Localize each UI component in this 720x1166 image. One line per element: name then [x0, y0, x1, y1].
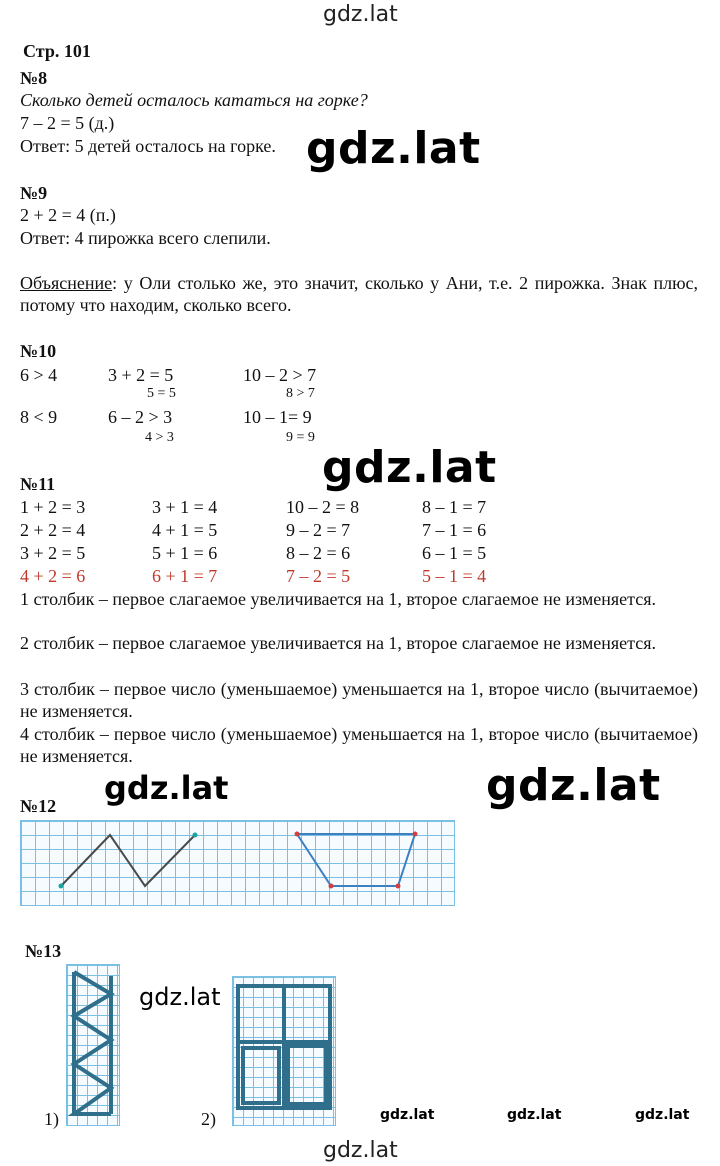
watermark: gdz.lat — [306, 123, 481, 174]
point — [396, 884, 401, 889]
equation-cell: 4 + 2 = 6 — [20, 566, 86, 586]
column-note: 2 столбик – первое слагаемое увеличивается на 1, второе слагаемое не изменяется. — [20, 633, 656, 653]
task-8-answer: Ответ: 5 детей осталось на горке. — [20, 136, 276, 156]
page-number: Стр. 101 — [23, 41, 91, 61]
watermark: gdz.lat — [635, 1107, 690, 1123]
task-8-number: №8 — [20, 68, 48, 88]
equation-cell: 7 – 2 = 5 — [286, 566, 351, 586]
equation-cell: 8 – 2 = 6 — [286, 543, 351, 563]
figure-label-1: 1) — [44, 1109, 59, 1129]
watermark-bottom: gdz.lat — [323, 1138, 398, 1163]
task-9-number: №9 — [20, 183, 48, 203]
task-12-number: №12 — [20, 796, 57, 816]
watermark: gdz.lat — [139, 983, 221, 1011]
equation-cell: 9 – 2 = 7 — [286, 520, 351, 540]
point — [413, 832, 418, 837]
task-12-drawing — [20, 820, 455, 906]
comparison-result: 8 > 7 — [286, 386, 315, 401]
watermark: gdz.lat — [486, 760, 661, 811]
comparison: 8 < 9 — [20, 407, 58, 427]
comparison: 10 – 2 > 7 — [243, 365, 317, 385]
watermark: gdz.lat — [104, 769, 229, 807]
task-10-number: №10 — [20, 341, 57, 361]
point — [59, 884, 64, 889]
equation-cell: 7 – 1 = 6 — [422, 520, 487, 540]
figure-label-2: 2) — [201, 1109, 216, 1129]
column-note: 3 столбик – первое число (уменьшаемое) уменьшается на 1, второе число (вычитаемое) не изменяется. — [20, 679, 698, 721]
task-13-triangles — [66, 964, 120, 1126]
equation-cell: 5 + 1 = 6 — [152, 543, 218, 563]
column-note: 4 столбик – первое число (уменьшаемое) уменьшается на 1, второе число (вычитаемое) не изменяется. — [20, 724, 698, 766]
watermark: gdz.lat — [380, 1107, 435, 1123]
task-11-number: №11 — [20, 474, 56, 494]
comparison-result: 5 = 5 — [147, 386, 176, 401]
comparison: 3 + 2 = 5 — [108, 365, 174, 385]
task-8-solution: 7 – 2 = 5 (д.) — [20, 113, 115, 133]
point — [193, 833, 198, 838]
equation-cell: 6 – 1 = 5 — [422, 543, 487, 563]
equation-cell: 4 + 1 = 5 — [152, 520, 218, 540]
explanation-text: : у Оли столько же, это значит, сколько у Ани, т.е. 2 пирожка. Знак плюс, потому что находим, сколько всего. — [20, 273, 698, 315]
task-13-squares — [232, 976, 336, 1126]
task-9-solution: 2 + 2 = 4 (п.) — [20, 205, 116, 225]
point — [295, 832, 300, 837]
comparison: 10 – 1= 9 — [243, 407, 312, 427]
equation-cell: 2 + 2 = 4 — [20, 520, 86, 540]
watermark: gdz.lat — [322, 442, 497, 493]
equation-cell: 1 + 2 = 3 — [20, 497, 86, 517]
task-9-answer: Ответ: 4 пирожка всего слепили. — [20, 228, 271, 248]
comparison: 6 > 4 — [20, 365, 58, 385]
trapezoid — [297, 834, 415, 886]
equation-cell: 3 + 1 = 4 — [152, 497, 218, 517]
task-8-question: Сколько детей осталось кататься на горке? — [20, 90, 368, 110]
equation-cell: 3 + 2 = 5 — [20, 543, 86, 563]
task-13-number: №13 — [25, 941, 62, 961]
watermark-top: gdz.lat — [323, 2, 398, 27]
task-9-explanation — [20, 272, 698, 316]
watermark: gdz.lat — [507, 1107, 562, 1123]
point — [329, 884, 334, 889]
comparison-result: 4 > 3 — [145, 430, 174, 445]
zigzag-line — [61, 835, 195, 886]
equation-cell: 5 – 1 = 4 — [422, 566, 487, 586]
comparison-result: 9 = 9 — [286, 430, 315, 445]
equation-cell: 6 + 1 = 7 — [152, 566, 218, 586]
equation-cell: 10 – 2 = 8 — [286, 497, 360, 517]
column-note: 1 столбик – первое слагаемое увеличивается на 1, второе слагаемое не изменяется. — [20, 589, 656, 609]
equation-cell: 8 – 1 = 7 — [422, 497, 487, 517]
comparison: 6 – 2 > 3 — [108, 407, 173, 427]
explanation-label: Объяснение — [20, 273, 113, 293]
